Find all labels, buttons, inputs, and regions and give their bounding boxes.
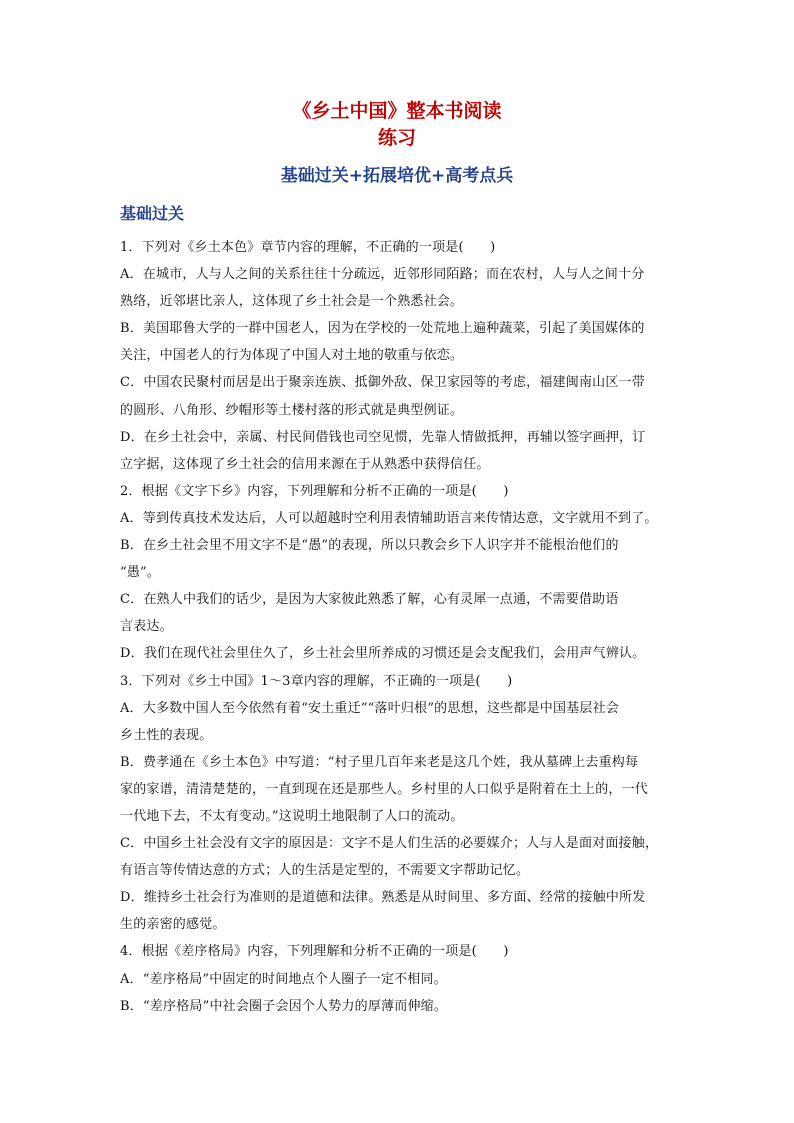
question-1-stem: 1．下列对《乡土本色》章节内容的理解，不正确的一项是( ): [120, 240, 496, 255]
question-3-option-b-cont: 家的家谱，清清楚楚的，一直到现在还是那些人。乡村里的人口似乎是附着在土上的，一代: [120, 781, 649, 797]
document-title-line2: 练习: [377, 127, 416, 149]
question-1-option-a-cont: 熟络，近邻堪比亲人，这体现了乡土社会是一个熟悉社会。: [120, 294, 464, 310]
question-3-option-b: B．费孝通在《乡土本色》中写道：“村子里几百年来老是这几个姓，我从墓碑上去重构每: [120, 754, 639, 770]
question-body: [120, 234, 676, 1020]
question-1-option-d: D．在乡土社会中，亲属、村民间借钱也司空见惯，先靠人情做抵押，再辅以签字画押，订: [120, 429, 646, 445]
question-3-option-a-cont: 乡土性的表现。: [120, 727, 213, 743]
document-title: 《乡土中国》整本书阅读: [292, 100, 502, 122]
document-subtitle: 基础过关+拓展培优+高考点兵: [280, 166, 514, 186]
question-3-option-b-cont2: 一代地下去，不太有变动。”这说明土地限制了人口的流动。: [120, 808, 464, 824]
question-3-stem: 3．下列对《乡土中国》1～3章内容的理解，不正确的一项是( ): [120, 673, 513, 689]
question-4-option-b: B．“差序格局”中社会圈子会因个人势力的厚薄而伸缩。: [120, 998, 448, 1014]
question-2-option-a: A．等到传真技术发达后，人可以超越时空利用表情辅助语言来传情达意，文字就用不到了。: [120, 510, 658, 526]
question-1-option-c-cont: 的圆形、八角形、纱帽形等土楼村落的形式就是典型例证。: [120, 402, 464, 418]
section-heading: 基础过关: [120, 204, 185, 223]
question-4-stem: 4．根据《差序格局》内容，下列理解和分析不正确的一项是( ): [120, 944, 509, 960]
question-2-option-b: B．在乡土社会里不用文字不是“愚”的表现，所以只教会乡下人识字并不能根治他们的: [120, 538, 619, 554]
question-3-option-d-cont: 生的亲密的感觉。: [120, 917, 226, 933]
question-1-option-d-cont: 立字据，这体现了乡土社会的信用来源在于从熟悉中获得信任。: [120, 456, 490, 472]
question-2-option-b-cont: “愚”。: [120, 565, 161, 581]
question-2-stem: 2．根据《文字下乡》内容，下列理解和分析不正确的一项是( ): [120, 483, 509, 499]
question-2-option-c-cont: 言表达。: [120, 619, 173, 635]
question-3-option-d: D．维持乡土社会行为准则的是道德和法律。熟悉是从时间里、多方面、经常的接触中所发: [120, 890, 646, 906]
question-3-option-a: A．大多数中国人至今依然有着“安土重迁”“落叶归根”的思想，这些都是中国基层社会: [120, 700, 619, 716]
question-1-option-a: A．在城市，人与人之间的关系往往十分疏远，近邻形同陌路；而在农村，人与人之间十分: [120, 267, 645, 283]
question-2-option-c: C．在熟人中我们的话少，是因为大家彼此熟悉了解，心有灵犀一点通，不需要借助语: [120, 592, 619, 608]
question-3-option-c-cont: 有语言等传情达意的方式；人的生活是定型的，不需要文字帮助记忆。: [120, 863, 530, 879]
question-2-option-d: D．我们在现代社会里住久了，乡土社会里所养成的习惯还是会支配我们，会用声气辨认。: [120, 646, 646, 662]
question-1-option-b-cont: 关注，中国老人的行为体现了中国人对土地的敬重与依恋。: [120, 348, 464, 364]
question-3-option-c: C．中国乡土社会没有文字的原因是：文字不是人们生活的必要媒介；人与人是面对面接触，: [120, 836, 659, 852]
question-1-option-c: C．中国农民聚村而居是出于聚亲连族、抵御外敌、保卫家园等的考虑，福建闽南山区一带: [120, 375, 645, 391]
question-1-option-b: B．美国耶鲁大学的一群中国老人，因为在学校的一处荒地上遍种蔬菜，引起了美国媒体的: [120, 321, 645, 337]
question-4-option-a: A．“差序格局”中固定的时间地点个人圈子一定不相同。: [120, 971, 447, 987]
